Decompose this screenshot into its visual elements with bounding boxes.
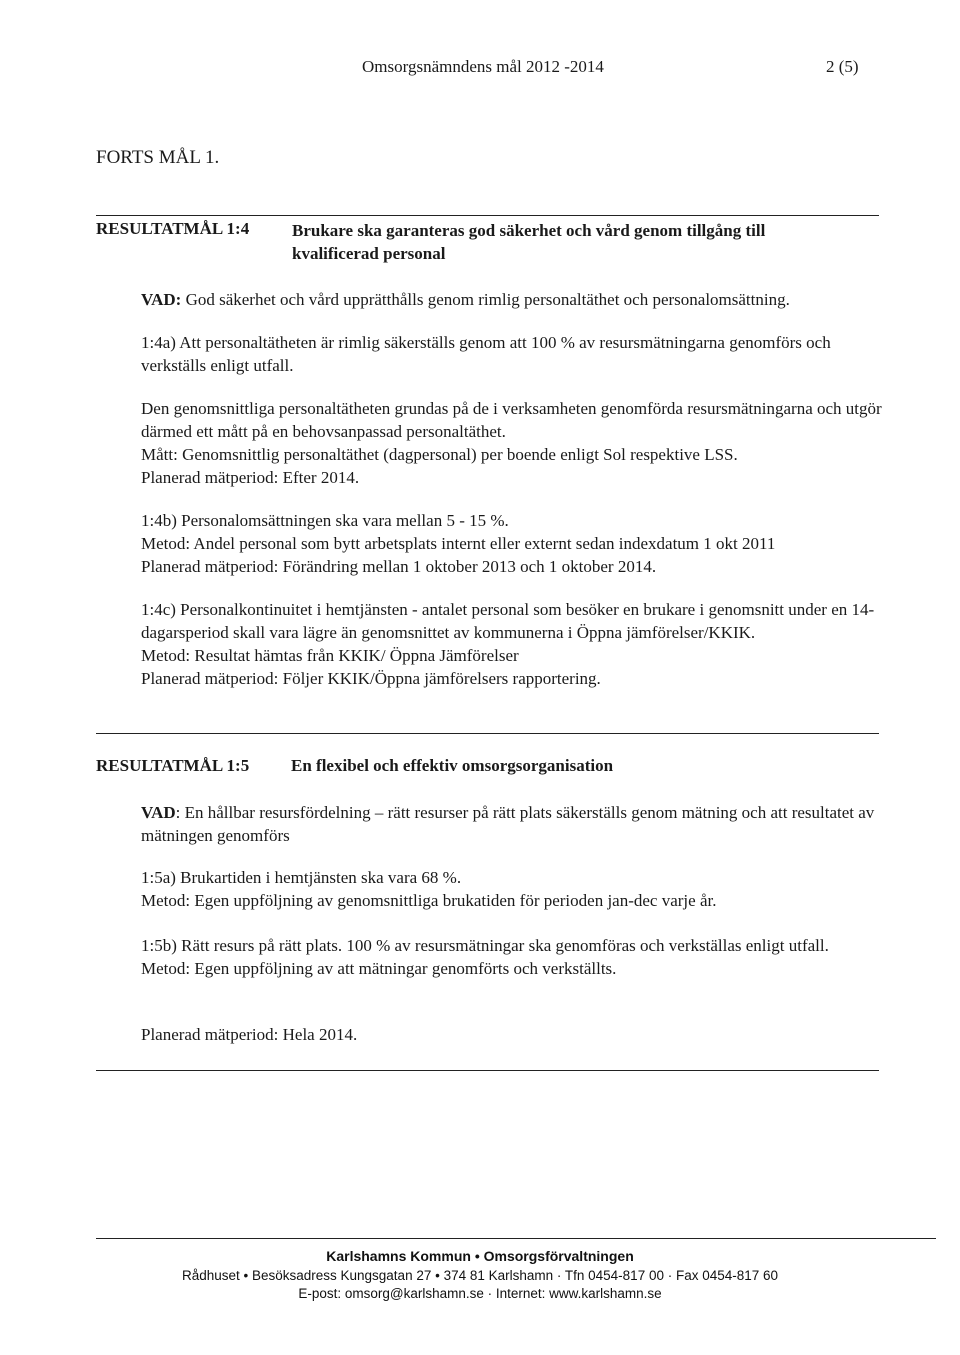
section-divider-middle [96,733,879,734]
vad-text: : En hållbar resursfördelning – rätt resurser på rätt plats säkerställs genom mätning och att resultatet av mätningen genomförs [141,803,875,845]
goal-1-4a-detail-3: Planerad mätperiod: Efter 2014. [141,468,360,487]
goal-1-4a: 1:4a) Att personaltätheten är rimlig säkerställs genom att 100 % av resursmätningarna genomförs och verkställs enligt utfall. [141,333,831,375]
footer-address: Rådhuset • Besöksadress Kungsgatan 27 • 374 81 Karlshamn · Tfn 0454-817 00 · Fax 0454-817 60 [181,1268,779,1283]
goal-1-4c-metod: Metod: Resultat hämtas från KKIK/ Öppna Jämförelser [141,646,519,665]
planerad-matperiod-1-5: Planerad mätperiod: Hela 2014. [141,1025,358,1044]
goal-1-4c [141,598,886,690]
vad-text: God säkerhet och vård upprätthålls genom rimlig personaltäthet och personalomsättning. [181,290,790,309]
goal-1-4b-period: Planerad mätperiod: Förändring mellan 1 oktober 2013 och 1 oktober 2014. [141,557,657,576]
goal-1-4c-text: 1:4c) Personalkontinuitet i hemtjänsten - antalet personal som besöker en brukare i genomsnitt under en 14-dagarsperiod skall vara lägre än genomsnittet av kommunerna i Öppna jämförelser/KKIK. [141,600,875,642]
document-header-title: Omsorgsnämndens mål 2012 -2014 [362,57,604,76]
vad-1-5 [141,801,886,847]
goal-1-4c-period: Planerad mätperiod: Följer KKIK/Öppna jämförelsers rapportering. [141,669,601,688]
resultatmal-1-4-label: RESULTATMÅL 1:4 [96,219,250,238]
goal-1-5b-text: 1:5b) Rätt resurs på rätt plats. 100 % av resursmätningar ska genomföras och verkställas enligt utfall. [141,936,829,955]
vad-label: VAD [141,803,176,822]
section-continuation-heading: FORTS MÅL 1. [96,147,220,168]
vad-1-4 [141,288,886,311]
footer-contact: E-post: omsorg@karlshamn.se · Internet: www.karlshamn.se [298,1286,662,1301]
footer-divider [96,1238,936,1239]
goal-1-5a-text: 1:5a) Brukartiden i hemtjänsten ska vara 68 %. [141,868,462,887]
resultatmal-1-5-label: RESULTATMÅL 1:5 [96,756,250,775]
goal-1-4a-details [141,397,886,489]
goal-1-4a-detail-1: Den genomsnittliga personaltätheten grundas på de i verksamheten genomförda resursmätningarna och utgör därmed ett mått på en behovsanpassad personaltäthet. [141,399,882,441]
footer-organization: Karlshamns Kommun • Omsorgsförvaltningen [326,1248,634,1264]
goal-1-5b [141,934,886,980]
section-divider-bottom [96,1070,879,1071]
resultatmal-1-5-title: En flexibel och effektiv omsorgsorganisation [291,756,614,775]
goal-1-5a-metod: Metod: Egen uppföljning av genomsnittliga brukatiden för perioden jan-dec varje år. [141,891,717,910]
resultatmal-1-4-title: Brukare ska garanteras god säkerhet och vård genom tillgång till kvalificerad personal [292,221,766,263]
goal-1-4b [141,509,886,578]
goal-1-4b-text: 1:4b) Personalomsättningen ska vara mellan 5 - 15 %. [141,511,509,530]
goal-1-5a [141,866,886,912]
vad-label: VAD: [141,290,182,309]
section-divider-top [96,215,879,216]
goal-1-5b-metod: Metod: Egen uppföljning av att mätningar genomförts och verkställts. [141,959,617,978]
goal-1-4b-metod: Metod: Andel personal som bytt arbetsplats internt eller externt sedan indexdatum 1 okt 2011 [141,534,776,553]
page-number: 2 (5) [826,57,859,76]
goal-1-4a-detail-2: Mått: Genomsnittlig personaltäthet (dagpersonal) per boende enligt Sol respektive LSS. [141,445,738,464]
